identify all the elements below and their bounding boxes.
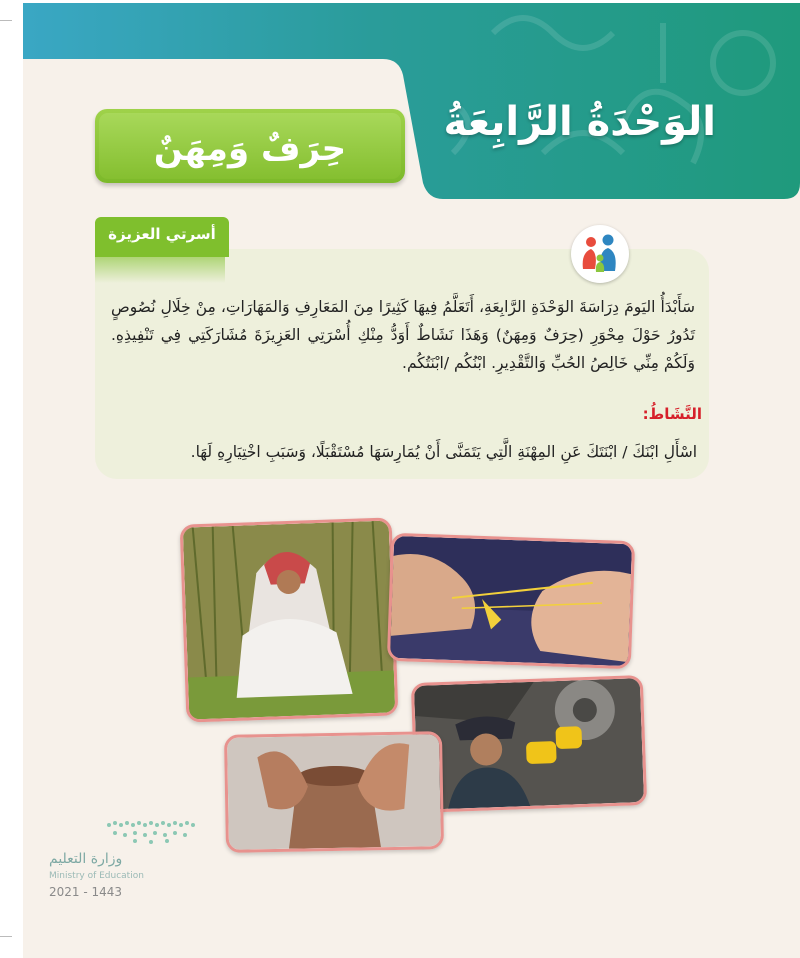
activity-text: اسْأَلِ ابْنَكَ / ابْنَتَكَ عَنِ المِهْنَةِ الَّتِي يَتَمَنَّى أَنْ يُمَارِسَهَا مُسْتَقْبَلًا، وَسَبَبِ اخْتِيَارِهِ لَهَا. <box>190 443 697 461</box>
farmer-photo <box>180 517 399 722</box>
weaving-hands-photo <box>387 533 635 669</box>
mechanic-photo <box>411 675 647 813</box>
family-paragraph: سَأَبْدَأُ اليَومَ دِرَاسَةَ الوَحْدَةِ الرَّابِعَةِ، أَتَعَلَّمُ فِيهَا كَثِيرًا مِنَ المَعَارِفِ وَالمَهَارَاتِ، مِنْ خِلَالِ نُصُوصٍ تَدُورُ حَوْلَ مِحْوَرِ (حِرَفٌ وَمِهَنٌ) وَهَذَا نَشَاطٌ أَوَدُّ مِنْكِ أُسْرَتِي العَزِيزَةَ مُشَارَكَتِي فِي تَنْفِيذِهِ. وَلَكُمْ مِنِّي خَالِصُ الحُبِّ وَالتَّقْدِيرِ. ابْنُكُم /ابْنَتُكُم. <box>111 298 695 372</box>
pottery-photo <box>224 731 444 853</box>
textbook-page <box>23 3 800 958</box>
ministry-emblem-icon <box>105 815 201 845</box>
family-tab <box>95 217 229 257</box>
crop-mark <box>0 936 12 937</box>
unit-subtitle: حِرَفٌ وَمِهَنٌ <box>153 129 347 169</box>
unit-subtitle-banner <box>95 109 405 183</box>
family-tab-label: أسرتي العزيزة <box>108 225 216 243</box>
unit-subtitle-panel <box>99 113 401 179</box>
crop-mark <box>0 20 12 21</box>
ministry-name-ar: وزارة التعليم <box>49 851 123 867</box>
unit-title: الوَحْدَةُ الرَّابِعَةُ <box>443 99 716 145</box>
family-icon <box>571 225 629 283</box>
ministry-name-en: Ministry of Education <box>49 871 144 881</box>
edition-year: 2021 - 1443 <box>49 885 123 899</box>
activity-label: النَّشَاطُ: <box>642 405 702 423</box>
